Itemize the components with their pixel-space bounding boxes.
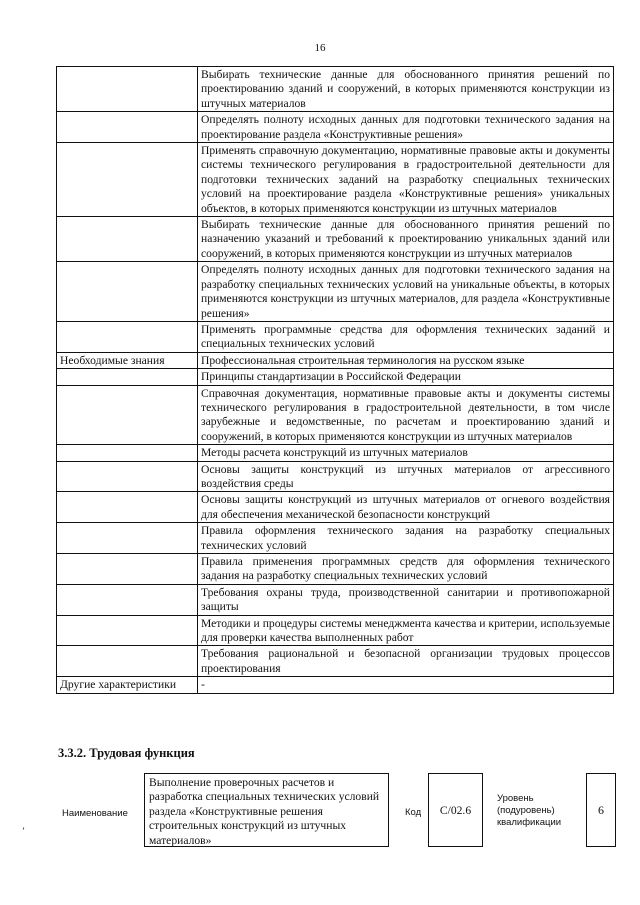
code-value-box: С/02.6 [428, 773, 483, 847]
row-text: Применять справочную документацию, нормативные правовые акты и документы системы технического регулирования в градостроительной деятельности для подготовки технических заданий на разработку специальных технических условий на проектирование раздела «Конструктивные решения» уникальных объектов, в которых применяются конструкции из штучных материалов [198, 143, 614, 217]
row-text: - [198, 677, 614, 693]
qualification-level-box: 6 [586, 773, 616, 847]
row-text: Применять программные средства для оформления технических заданий и специальных технических условий [198, 321, 614, 352]
row-category [57, 217, 198, 262]
row-text: Основы защиты конструкций из штучных материалов от агрессивного воздействия среды [198, 461, 614, 492]
row-category [57, 143, 198, 217]
table-row [57, 584, 614, 615]
table-row [57, 646, 614, 677]
row-category [57, 615, 198, 646]
row-text: Выбирать технические данные для обоснованного принятия решений по проектированию зданий и сооружений, в которых применяются конструкции из штучных материалов [198, 67, 614, 112]
row-category [57, 67, 198, 112]
table-row [57, 143, 614, 217]
row-category [57, 584, 198, 615]
row-text: Правила применения программных средств для оформления технического задания на разработку специальных технических условий [198, 554, 614, 585]
table-row [57, 554, 614, 585]
margin-mark: ʼ [22, 826, 25, 836]
skills-knowledge-table [56, 66, 614, 694]
table-row [57, 352, 614, 368]
table-row [57, 217, 614, 262]
table-row [57, 112, 614, 143]
table-row [57, 461, 614, 492]
row-text: Методы расчета конструкций из штучных материалов [198, 445, 614, 461]
row-category [57, 554, 198, 585]
row-category: Другие характеристики [57, 677, 198, 693]
section-heading: 3.3.2. Трудовая функция [58, 746, 195, 760]
row-text: Определять полноту исходных данных для подготовки технического задания на проектирование раздела «Конструктивные решения» [198, 112, 614, 143]
row-category [57, 646, 198, 677]
table-row [57, 445, 614, 461]
row-category [57, 492, 198, 523]
code-label: Код [405, 807, 422, 818]
row-text: Методики и процедуры системы менеджмента качества и критерии, используемые для проверки качества выполненных работ [198, 615, 614, 646]
table-row [57, 369, 614, 385]
name-label: Наименование [62, 808, 128, 819]
row-category [57, 445, 198, 461]
table-row [57, 492, 614, 523]
row-text: Требования охраны труда, производственной санитарии и противопожарной защиты [198, 584, 614, 615]
table-row [57, 67, 614, 112]
row-text: Правила оформления технического задания на разработку специальных технических условий [198, 523, 614, 554]
row-category [57, 112, 198, 143]
row-category [57, 385, 198, 445]
function-name-box: Выполнение проверочных расчетов и разработка специальных технических условий раздела «Конструктивные решения строительных конструкций из штучных материалов» [144, 773, 389, 847]
row-text: Определять полноту исходных данных для подготовки технического задания на разработку специальных технических условий на уникальные объекты, в которых применяются конструкции из штучных материалов, для раздела «Конструктивные решения» [198, 262, 614, 322]
row-category [57, 461, 198, 492]
table-row [57, 523, 614, 554]
row-text: Справочная документация, нормативные правовые акты и документы системы технического регулирования в градостроительной деятельности, в том числе зарубежные и ведомственные, по расчетам и проектированию зданий и сооружений, в которых применяются конструкции из штучных материалов [198, 385, 614, 445]
row-category [57, 321, 198, 352]
row-text: Выбирать технические данные для обоснованного принятия решений по назначению указаний и требований к проектированию уникальных зданий или сооружений, в которых применяются конструкции из штучных материалов [198, 217, 614, 262]
row-text: Принципы стандартизации в Российской Федерации [198, 369, 614, 385]
row-category: Необходимые знания [57, 352, 198, 368]
table-row [57, 262, 614, 322]
table-row [57, 677, 614, 693]
qualification-level-label: Уровень (подуровень) квалификации [497, 793, 562, 828]
row-text: Основы защиты конструкций из штучных материалов от огневого воздействия для обеспечения механической безопасности конструкций [198, 492, 614, 523]
table-row [57, 615, 614, 646]
row-category [57, 262, 198, 322]
table-row [57, 321, 614, 352]
row-text: Профессиональная строительная терминология на русском языке [198, 352, 614, 368]
row-text: Требования рациональной и безопасной организации трудовых процессов проектирования [198, 646, 614, 677]
row-category [57, 369, 198, 385]
page-number: 16 [314, 42, 326, 54]
table-row [57, 385, 614, 445]
row-category [57, 523, 198, 554]
